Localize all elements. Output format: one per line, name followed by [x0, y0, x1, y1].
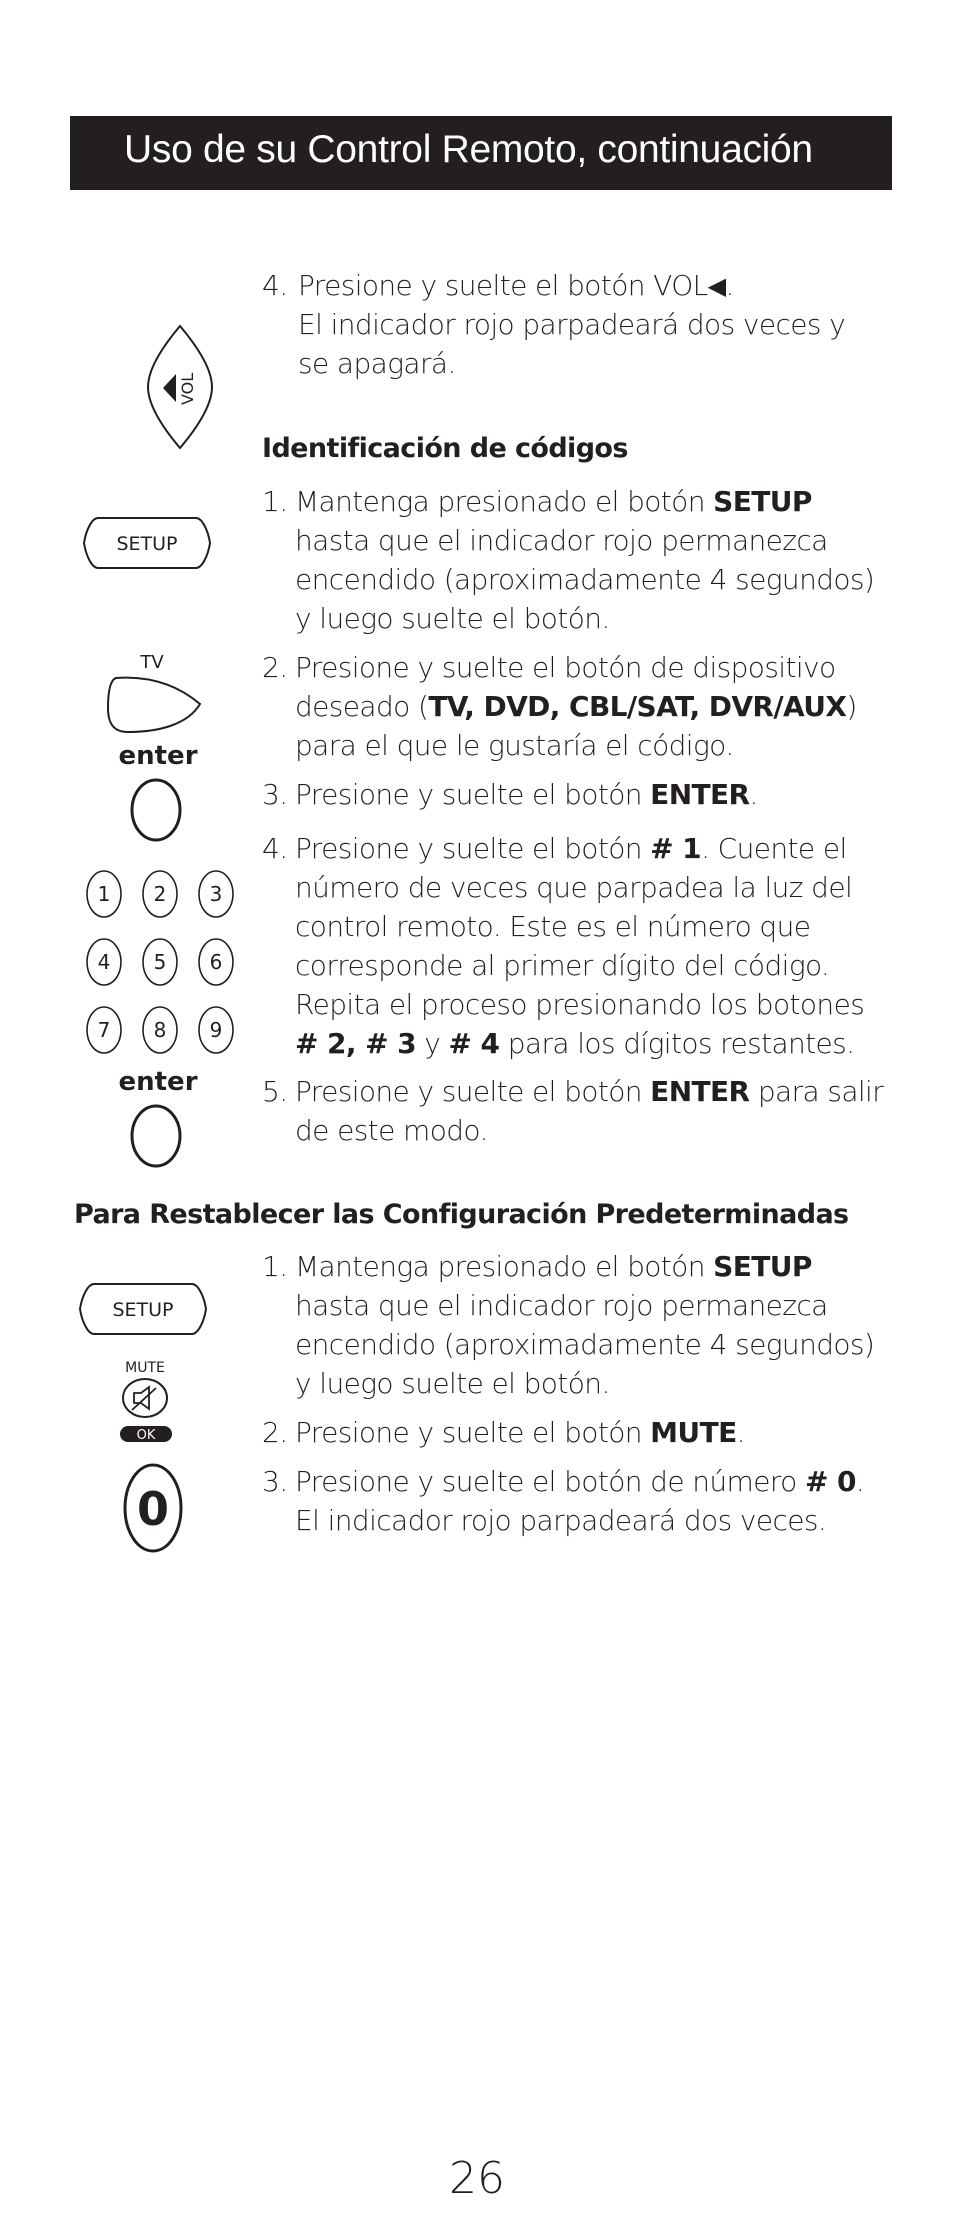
digit-7: 7: [97, 1018, 111, 1042]
step-line: encendido (aproximadamente 4 segundos): [295, 1328, 875, 1361]
step-bold: TV, DVD, CBL/SAT, DVR/AUX: [428, 690, 847, 723]
step-bold: # 2, # 3: [295, 1027, 416, 1060]
step-line: control remoto. Este es el número que: [295, 910, 811, 943]
step-period: .: [725, 269, 734, 302]
step-text: Mantenga presionado el botón: [295, 1250, 714, 1283]
header-bar: [70, 116, 892, 190]
digit-4: 4: [97, 950, 111, 974]
section-heading-reset: Para Restablecer las Configuración Predeterminadas: [74, 1199, 849, 1230]
step-line: corresponde al primer dígito del código.: [295, 949, 830, 982]
step-number: 4.: [262, 832, 288, 865]
step-line: [295, 482, 812, 521]
digit-1: 1: [97, 882, 111, 906]
step-number: 5.: [262, 1075, 288, 1108]
step-text: Presione y suelte el botón: [295, 1416, 651, 1449]
mute-label: MUTE: [125, 1360, 165, 1376]
digit-5: 5: [153, 950, 167, 974]
zero-button-icon: [118, 1458, 188, 1558]
step-line: hasta que el indicador rojo permanezca: [295, 1289, 828, 1322]
step-number: 3.: [262, 1465, 288, 1498]
page-number: 26: [449, 2153, 505, 2204]
setup-button-icon-2: [76, 1280, 210, 1338]
step-text: Presione y suelte el botón: [295, 832, 651, 865]
step-bold: # 0: [805, 1465, 856, 1498]
step-text: . Cuente el: [701, 832, 847, 865]
step-bold: ENTER: [650, 1075, 750, 1108]
tv-button-icon: [104, 648, 208, 740]
step-text: Presione y suelte el botón VOL: [298, 269, 708, 302]
tv-label: TV: [140, 652, 164, 673]
step-text: deseado (: [295, 690, 429, 723]
step-line: hasta que el indicador rojo permanezca: [295, 524, 828, 557]
step-line: [295, 687, 857, 726]
step-number: 3.: [262, 778, 288, 811]
step-line: [295, 1462, 864, 1501]
step-number: 2.: [262, 1416, 288, 1449]
enter-button-icon: [118, 738, 198, 844]
step-bold: SETUP: [713, 1250, 812, 1283]
step-text: Mantenga presionado el botón: [295, 485, 714, 518]
digit-2: 2: [153, 882, 167, 906]
step-line: [295, 1247, 812, 1286]
page-title: Uso de su Control Remoto, continuación: [124, 128, 813, 171]
digit-8: 8: [153, 1018, 167, 1042]
step-number: 4.: [262, 269, 288, 302]
vol-button-icon: [140, 322, 220, 452]
setup-button-icon: [80, 514, 214, 572]
step-bold: ENTER: [650, 778, 750, 811]
setup-label: SETUP: [116, 533, 178, 555]
step-text: para salir: [749, 1075, 884, 1108]
ok-label: OK: [136, 1428, 156, 1443]
step-text: Presione y suelte el botón de número: [295, 1465, 805, 1498]
step-line: se apagará.: [298, 347, 456, 380]
step-line: El indicador rojo parpadeará dos veces y: [298, 308, 846, 341]
step-line: [295, 1072, 883, 1111]
step-line: [295, 829, 847, 868]
step-line: para el que le gustaría el código.: [295, 729, 734, 762]
step-line: [295, 775, 758, 814]
step-line: número de veces que parpadea la luz del: [295, 871, 853, 904]
enter-label: enter: [118, 741, 198, 771]
step-text: y: [415, 1027, 449, 1060]
step-number: 1.: [262, 485, 288, 518]
enter-label-2: enter: [118, 1067, 198, 1097]
step-line: [295, 1413, 745, 1452]
step-bold: # 4: [448, 1027, 500, 1060]
enter-button-icon-2: [118, 1064, 198, 1170]
step-text: Presione y suelte el botón: [295, 778, 651, 811]
step-line: Presione y suelte el botón de dispositivo: [295, 651, 836, 684]
step-text: .: [855, 1465, 865, 1498]
step-line: [295, 1024, 854, 1063]
step-text: .: [749, 778, 758, 811]
digit-6: 6: [209, 950, 223, 974]
step-line: y luego suelte el botón.: [295, 602, 610, 635]
step-line: [298, 266, 734, 306]
step-line: El indicador rojo parpadeará dos veces.: [295, 1504, 827, 1537]
step-text: .: [736, 1416, 745, 1449]
step-number: 1.: [262, 1250, 288, 1283]
step-text: Presione y suelte el botón: [295, 1075, 651, 1108]
step-bold: MUTE: [650, 1416, 737, 1449]
step-text: para los dígitos restantes.: [499, 1027, 855, 1060]
digit-9: 9: [209, 1018, 223, 1042]
number-pad-icon: [80, 866, 240, 1060]
step-line: encendido (aproximadamente 4 segundos): [295, 563, 875, 596]
step-number: 2.: [262, 651, 288, 684]
step-line: Repita el proceso presionando los botones: [295, 988, 865, 1021]
vol-arrow-icon: ◀: [707, 272, 726, 300]
step-bold: # 1: [650, 832, 702, 865]
section-heading: Identificación de códigos: [262, 433, 628, 464]
step-bold: SETUP: [713, 485, 812, 518]
zero-label: 0: [136, 1482, 170, 1536]
setup-label-2: SETUP: [112, 1299, 174, 1321]
step-line: de este modo.: [295, 1114, 488, 1147]
mute-button-icon: [112, 1356, 182, 1448]
vol-label: VOL: [178, 372, 197, 405]
step-text: ): [846, 690, 857, 723]
digit-3: 3: [209, 882, 223, 906]
step-line: y luego suelte el botón.: [295, 1367, 610, 1400]
